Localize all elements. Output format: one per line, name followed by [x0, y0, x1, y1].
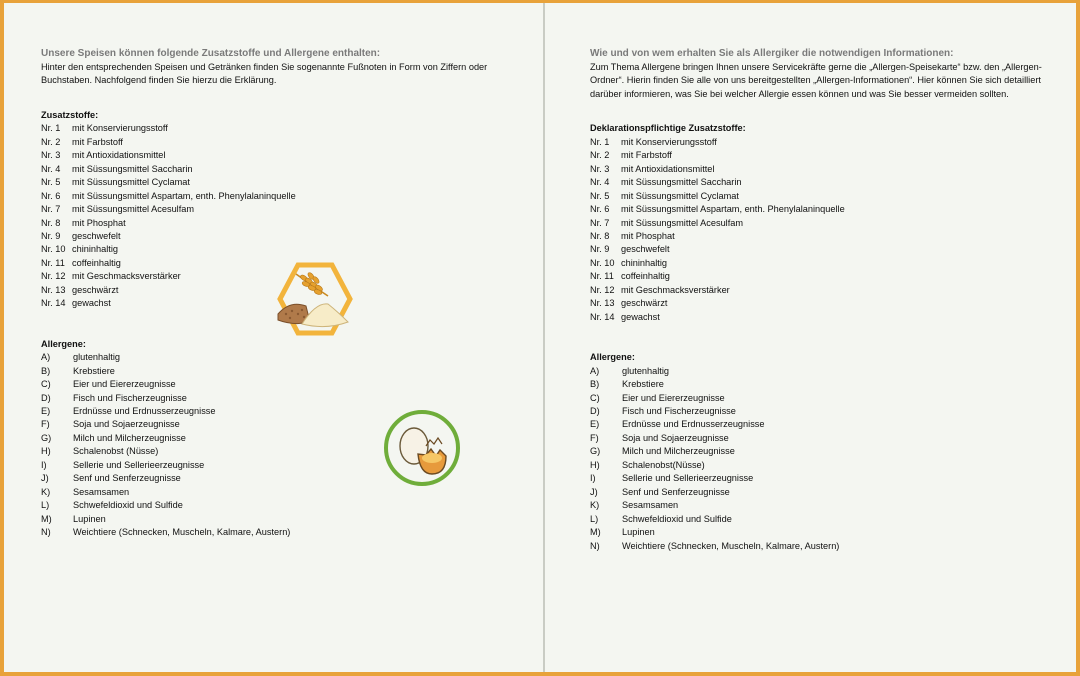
additive-text: mit Konservierungsstoff — [72, 123, 168, 134]
additive-code: Nr. 4 — [41, 163, 61, 174]
additive-row — [590, 217, 1050, 230]
additive-code: Nr. 5 — [590, 190, 610, 201]
additive-text: mit Antioxidationsmittel — [72, 150, 166, 161]
additive-row — [590, 176, 1050, 189]
right-additives-list — [590, 136, 1050, 324]
additive-row — [41, 230, 521, 243]
allergen-text: Schalenobst (Nüsse) — [73, 446, 159, 457]
additive-code: Nr. 12 — [590, 284, 615, 295]
additive-code: Nr. 3 — [590, 163, 610, 174]
allergen-text: Soja und Sojaerzeugnisse — [73, 419, 180, 430]
additive-text: mit Geschmacksverstärker — [621, 284, 730, 295]
additive-row — [590, 149, 1050, 162]
allergen-text: Lupinen — [73, 513, 106, 524]
allergen-text: Milch und Milcherzeugnisse — [622, 446, 735, 457]
allergen-row — [590, 499, 1050, 512]
allergen-row — [41, 513, 521, 526]
additive-text: mit Süssungsmittel Cyclamat — [621, 190, 739, 201]
additive-code: Nr. 3 — [41, 150, 61, 161]
allergen-row — [41, 499, 521, 512]
additive-row — [41, 190, 521, 203]
allergen-text: Krebstiere — [622, 379, 664, 390]
additive-code: Nr. 7 — [590, 217, 610, 228]
allergen-text: Erdnüsse und Erdnusserzeugnisse — [73, 405, 216, 416]
additive-text: coffeinhaltig — [72, 257, 121, 268]
additive-row — [590, 284, 1050, 297]
right-intro-text: Zum Thema Allergene bringen Ihnen unsere Servicekräfte gerne die „Allergen-Speisekarte“ bzw. den „Allergen-Ordner“. Hierin finden Sie alle von uns bereitgestellten „Allergen-Informationen“. Hier können Sie sich detailliert darüber informieren, was Sie bei welcher Allergie essen können und was Sie besser vermeiden sollten. — [590, 62, 1042, 99]
right-allergens-list — [590, 365, 1050, 553]
left-allergens-heading: Allergene: — [41, 338, 86, 349]
additive-row — [41, 122, 521, 135]
allergen-code: K) — [590, 500, 600, 511]
additive-row — [590, 163, 1050, 176]
allergen-code: N) — [590, 540, 600, 551]
additive-text: geschwärzt — [72, 284, 119, 295]
allergen-code: J) — [41, 473, 49, 484]
additive-code: Nr. 10 — [590, 257, 615, 268]
allergen-code: H) — [41, 446, 51, 457]
additive-row — [590, 270, 1050, 283]
allergen-code: A) — [41, 352, 51, 363]
allergen-code: K) — [41, 486, 51, 497]
additive-row — [590, 190, 1050, 203]
allergen-code: H) — [590, 459, 600, 470]
allergen-text: Krebstiere — [73, 365, 115, 376]
additive-code: Nr. 13 — [41, 284, 66, 295]
additive-row — [41, 243, 521, 256]
additive-row — [590, 297, 1050, 310]
allergen-row — [590, 378, 1050, 391]
allergen-code: L) — [590, 513, 599, 524]
left-intro-text: Hinter den entsprechenden Speisen und Getränken finden Sie sogenannte Fußnoten in Form von Ziffern oder Buchstaben. Nachfolgend finden Sie hierzu die Erklärung. — [41, 62, 488, 86]
allergen-code: C) — [590, 392, 600, 403]
allergen-text: Sellerie und Sellerieerzeugnisse — [73, 459, 205, 470]
allergen-code: B) — [41, 365, 51, 376]
allergen-text: Schwefeldioxid und Sulfide — [622, 513, 732, 524]
allergen-code: E) — [590, 419, 600, 430]
allergen-row — [590, 365, 1050, 378]
allergen-row — [41, 392, 521, 405]
allergen-row — [590, 418, 1050, 431]
allergen-text: Sellerie und Sellerieerzeugnisse — [622, 473, 754, 484]
additive-row — [590, 230, 1050, 243]
allergen-code: M) — [590, 527, 601, 538]
allergen-code: A) — [590, 365, 600, 376]
additive-text: mit Phosphat — [621, 230, 675, 241]
additive-code: Nr. 6 — [590, 204, 610, 215]
additive-text: mit Süssungsmittel Acesulfam — [72, 204, 195, 215]
additive-code: Nr. 6 — [41, 190, 61, 201]
additive-row — [590, 203, 1050, 216]
additive-text: gewachst — [72, 298, 111, 309]
additive-text: mit Farbstoff — [72, 136, 123, 147]
additive-row — [41, 149, 521, 162]
additive-row — [590, 243, 1050, 256]
allergen-text: Milch und Milcherzeugnisse — [73, 432, 186, 443]
additive-text: geschwefelt — [72, 230, 121, 241]
allergen-code: I) — [41, 459, 47, 470]
allergen-text: Senf und Senferzeugnisse — [622, 486, 730, 497]
gluten-wheat-icon — [276, 262, 354, 343]
additive-code: Nr. 12 — [41, 271, 66, 282]
allergen-row — [41, 351, 521, 364]
allergen-row — [590, 392, 1050, 405]
additive-text: mit Süssungsmittel Acesulfam — [621, 217, 744, 228]
additive-code: Nr. 11 — [41, 257, 65, 268]
additive-code: Nr. 14 — [41, 298, 66, 309]
additive-text: mit Süssungsmittel Saccharin — [72, 163, 193, 174]
additive-text: coffeinhaltig — [621, 271, 670, 282]
allergen-code: N) — [41, 527, 51, 538]
additive-code: Nr. 13 — [590, 298, 615, 309]
allergen-row — [590, 432, 1050, 445]
allergen-row — [41, 378, 521, 391]
additive-code: Nr. 11 — [590, 271, 614, 282]
allergen-code: J) — [590, 486, 598, 497]
page-divider — [543, 3, 545, 672]
allergen-code: L) — [41, 500, 50, 511]
left-additives-heading: Zusatzstoffe: — [41, 109, 99, 120]
additive-text: mit Phosphat — [72, 217, 126, 228]
left-page-title: Unsere Speisen können folgende Zusatzstoffe und Allergene enthalten: — [41, 48, 381, 59]
right-page-title: Wie und von wem erhalten Sie als Allergiker die notwendigen Informationen: — [590, 48, 954, 59]
allergen-text: Eier und Eiererzeugnisse — [622, 392, 725, 403]
allergen-code: F) — [590, 432, 599, 443]
allergen-text: Fisch und Fischerzeugnisse — [622, 405, 736, 416]
additive-code: Nr. 8 — [590, 230, 610, 241]
allergen-row — [590, 459, 1050, 472]
additive-text: mit Süssungsmittel Aspartam, enth. Phenylalaninquelle — [621, 204, 845, 215]
allergen-text: Soja und Sojaerzeugnisse — [622, 432, 729, 443]
allergen-text: glutenhaltig — [73, 352, 120, 363]
additive-row — [590, 257, 1050, 270]
additive-text: gewachst — [621, 311, 660, 322]
allergen-text: Sesamsamen — [73, 486, 130, 497]
allergen-text: Schalenobst(Nüsse) — [622, 459, 705, 470]
allergen-text: Eier und Eiererzeugnisse — [73, 379, 176, 390]
allergen-text: Erdnüsse und Erdnusserzeugnisse — [622, 419, 765, 430]
additive-text: geschwefelt — [621, 244, 670, 255]
additive-text: chininhaltig — [72, 244, 118, 255]
allergen-code: C) — [41, 379, 51, 390]
allergen-text: Weichtiere (Schnecken, Muscheln, Kalmare, Austern) — [622, 540, 840, 551]
additive-text: mit Geschmacksverstärker — [72, 271, 181, 282]
allergen-code: B) — [590, 379, 600, 390]
allergen-row — [590, 405, 1050, 418]
allergen-code: E) — [41, 405, 51, 416]
additive-code: Nr. 2 — [41, 136, 61, 147]
allergen-text: Weichtiere (Schnecken, Muscheln, Kalmare, Austern) — [73, 527, 291, 538]
allergen-text: Schwefeldioxid und Sulfide — [73, 500, 183, 511]
allergen-row — [41, 526, 521, 539]
allergen-text: Fisch und Fischerzeugnisse — [73, 392, 187, 403]
additive-code: Nr. 2 — [590, 150, 610, 161]
allergen-code: F) — [41, 419, 50, 430]
additive-code: Nr. 7 — [41, 204, 61, 215]
allergen-text: Senf und Senferzeugnisse — [73, 473, 181, 484]
right-additives-heading: Deklarationspflichtige Zusatzstoffe: — [590, 123, 746, 134]
allergen-row — [590, 513, 1050, 526]
allergen-text: Lupinen — [622, 527, 655, 538]
allergen-row — [590, 540, 1050, 553]
additive-code: Nr. 5 — [41, 177, 61, 188]
right-page — [590, 47, 1050, 553]
allergen-text: glutenhaltig — [622, 365, 669, 376]
additive-text: mit Antioxidationsmittel — [621, 163, 715, 174]
allergen-code: G) — [41, 432, 52, 443]
additive-text: mit Süssungsmittel Aspartam, enth. Phenylalaninquelle — [72, 190, 296, 201]
allergen-row — [590, 486, 1050, 499]
additive-code: Nr. 14 — [590, 311, 615, 322]
additive-code: Nr. 4 — [590, 177, 610, 188]
additive-code: Nr. 10 — [41, 244, 66, 255]
allergen-code: G) — [590, 446, 601, 457]
additive-code: Nr. 9 — [41, 230, 61, 241]
allergen-row — [590, 472, 1050, 485]
allergen-code: D) — [590, 405, 600, 416]
allergen-code: M) — [41, 513, 52, 524]
additive-text: mit Süssungsmittel Cyclamat — [72, 177, 190, 188]
allergen-code: I) — [590, 473, 596, 484]
additive-code: Nr. 8 — [41, 217, 61, 228]
additive-text: mit Farbstoff — [621, 150, 672, 161]
allergen-row — [41, 365, 521, 378]
additive-code: Nr. 9 — [590, 244, 610, 255]
right-allergens-heading: Allergene: — [590, 352, 635, 363]
allergen-row — [590, 526, 1050, 539]
allergen-code: D) — [41, 392, 51, 403]
additive-text: geschwärzt — [621, 298, 668, 309]
egg-icon — [382, 408, 462, 493]
additive-row — [41, 136, 521, 149]
additive-text: mit Konservierungsstoff — [621, 136, 717, 147]
additive-row — [41, 217, 521, 230]
additive-text: chininhaltig — [621, 257, 667, 268]
allergen-row — [590, 445, 1050, 458]
additive-text: mit Süssungsmittel Saccharin — [621, 177, 742, 188]
additive-row — [41, 176, 521, 189]
additive-code: Nr. 1 — [590, 136, 610, 147]
additive-row — [590, 311, 1050, 324]
additive-row — [41, 163, 521, 176]
additive-row — [590, 136, 1050, 149]
additive-code: Nr. 1 — [41, 123, 61, 134]
additive-row — [41, 203, 521, 216]
allergen-text: Sesamsamen — [622, 500, 679, 511]
